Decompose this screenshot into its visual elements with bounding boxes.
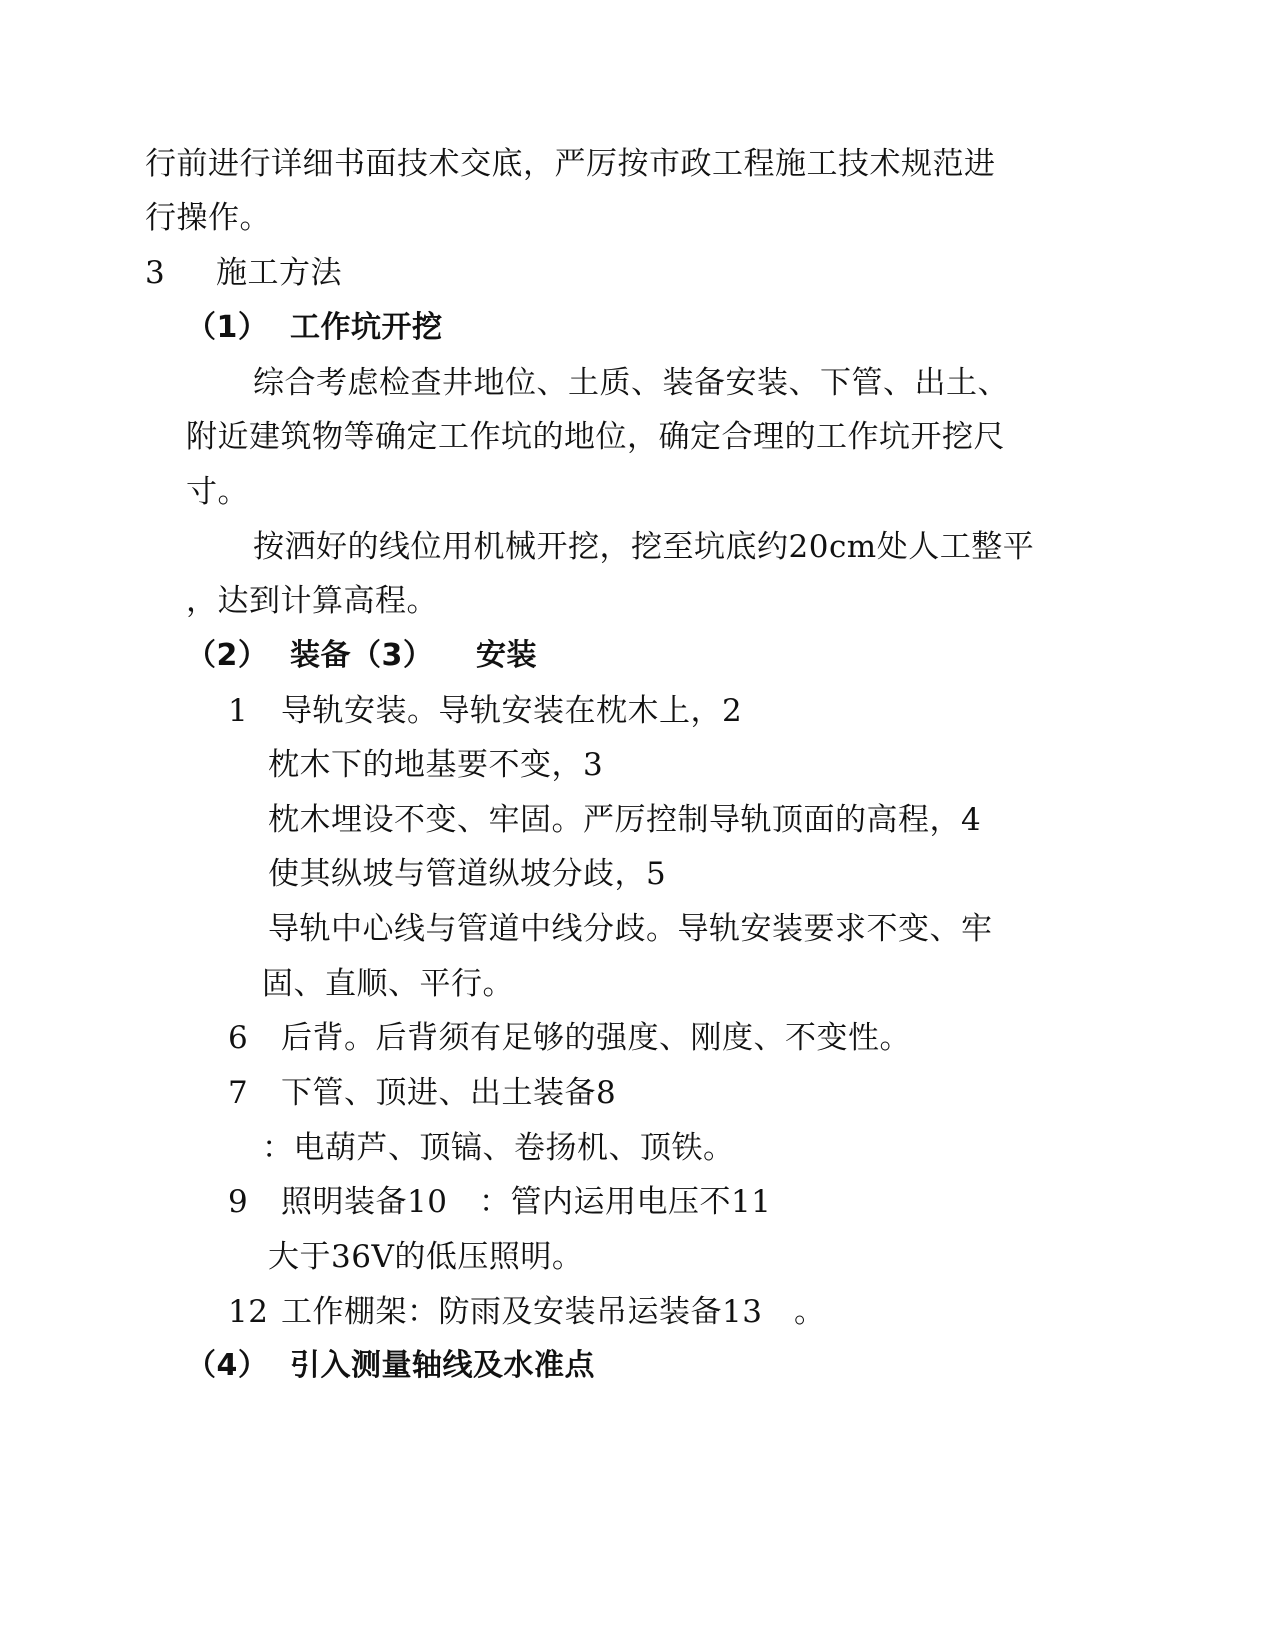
list-item-text: 导轨中心线与管道中线分歧。导轨安装要求不变、牢 <box>268 911 993 947</box>
section-heading: 施工方法 <box>216 255 342 291</box>
paragraph-line: 附近建筑物等确定工作坑的地位，确定合理的工作坑开挖尺 <box>186 419 1005 455</box>
paragraph-line: 综合考虑检查井地位、土质、装备安装、下管、出土、 <box>253 365 1009 401</box>
list-item-text: 大于36V的低压照明。 <box>268 1239 584 1275</box>
list-item-text: 工作棚架：防雨及安装吊运装备13 。 <box>281 1294 826 1330</box>
list-item-text: 下管、顶进、出土装备8 <box>281 1075 617 1111</box>
subsection-number: （1） <box>186 310 269 345</box>
paragraph-line: ，达到计算高程。 <box>186 583 438 619</box>
list-number: 7 <box>228 1075 249 1111</box>
paragraph-line: 行前进行详细书面技术交底，严厉按市政工程施工技术规范进 <box>145 146 996 182</box>
list-number: 1 <box>228 693 249 729</box>
subsection-heading: 工作坑开挖 <box>290 310 443 345</box>
list-item-text: 后背。后背须有足够的强度、刚度、不变性。 <box>281 1020 911 1056</box>
list-number: 9 <box>228 1184 249 1220</box>
paragraph-line: 按洒好的线位用机械开挖，挖至坑底约20cm处人工整平 <box>253 529 1035 565</box>
list-item-text: 枕木下的地基要不变，3 <box>268 747 604 783</box>
subsection-number: （4） <box>186 1348 269 1383</box>
subsection-heading: 安装 <box>476 638 537 673</box>
paragraph-line: 寸。 <box>186 474 249 510</box>
section-number: 3 <box>145 255 166 291</box>
list-item-text: 导轨安装。导轨安装在枕木上，2 <box>281 693 743 729</box>
list-item-text: 枕木埋设不变、牢固。严厉控制导轨顶面的高程，4 <box>268 802 982 838</box>
subsection-heading: 引入测量轴线及水准点 <box>290 1348 595 1383</box>
list-number: 12 <box>228 1294 269 1330</box>
list-item-text: 固、直顺、平行。 <box>262 966 514 1002</box>
list-item-text: 使其纵坡与管道纵坡分歧，5 <box>268 856 667 892</box>
list-item-text: 照明装备10 ：管内运用电压不11 <box>281 1184 772 1220</box>
list-item-text: ：电葫芦、顶镐、卷扬机、顶铁。 <box>262 1130 735 1166</box>
paragraph-line: 行操作。 <box>145 200 271 236</box>
subsection-heading: 装备（3） <box>290 638 434 673</box>
subsection-number: （2） <box>186 638 269 673</box>
list-number: 6 <box>228 1020 249 1056</box>
